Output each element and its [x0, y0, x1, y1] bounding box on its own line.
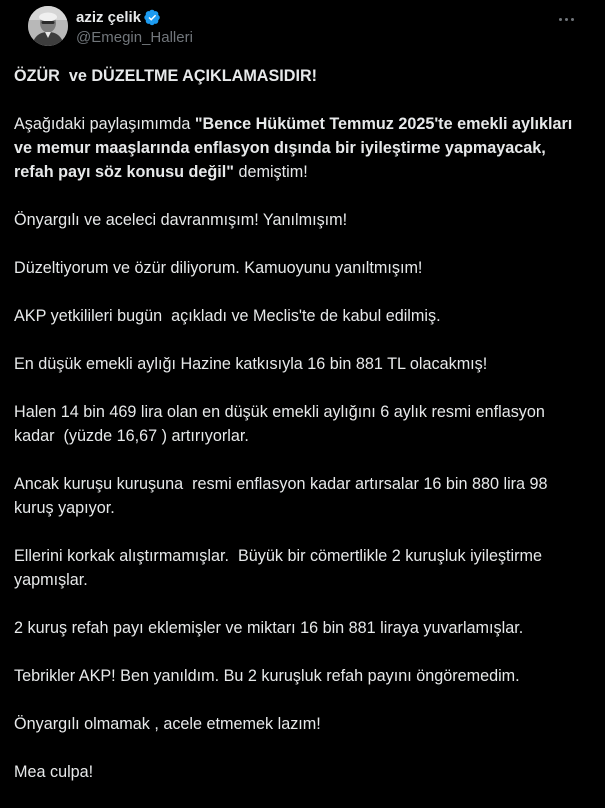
tweet-paragraph-12: Mea culpa! — [14, 763, 94, 781]
more-dots-icon — [559, 18, 562, 21]
tweet-paragraph-6: Halen 14 bin 469 lira olan en düşük emekli aylığını 6 aylık resmi enflasyon kadar (yüzde 16,67 ) artırıyorlar. — [14, 403, 550, 445]
more-dot — [571, 18, 574, 21]
tweet-paragraph-5: En düşük emekli aylığı Hazine katkısıyla 16 bin 881 TL olacakmış! — [14, 355, 488, 373]
verified-badge-icon[interactable] — [144, 9, 161, 26]
tweet-paragraph-2: Önyargılı ve aceleci davranmışım! Yanılmışım! — [14, 211, 348, 229]
p1-outro: demiştim! — [233, 163, 308, 181]
author-names — [76, 8, 193, 46]
author-handle[interactable]: @Emegin_Halleri — [76, 29, 193, 46]
tweet-paragraph-8: Ellerini korkak alıştırmamışlar. Büyük bir cömertlikle 2 kuruşluk iyileştirme yapmışlar. — [14, 547, 547, 589]
avatar-photo-icon — [28, 6, 68, 46]
more-dot — [565, 18, 568, 21]
tweet-paragraph-9: 2 kuruş refah payı eklemişler ve miktarı 16 bin 881 liraya yuvarlamışlar. — [14, 619, 524, 637]
p1-quote: "Bence Hükümet Temmuz 2025'te emekli aylıkları ve memur maaşlarında enflasyon dışında bir iyileştirme yapmayacak, refah payı söz konusu değil" — [14, 115, 577, 181]
p1-intro: Aşağıdaki paylaşımımda — [14, 115, 195, 133]
tweet-paragraph-3: Düzeltiyorum ve özür diliyorum. Kamuoyunu yanıltmışım! — [14, 259, 423, 277]
tweet-title: ÖZÜR ve DÜZELTME AÇIKLAMASIDIR! — [14, 67, 318, 85]
tweet-paragraph-7: Ancak kuruşu kuruşuna resmi enflasyon kadar artırsalar 16 bin 880 lira 98 kuruş yapıyor. — [14, 475, 553, 517]
tweet-header — [14, 0, 591, 58]
tweet-paragraph-1 — [14, 112, 589, 184]
tweet-paragraph-10: Tebrikler AKP! Ben yanıldım. Bu 2 kuruşluk refah payını öngöremedim. — [14, 667, 520, 685]
tweet-text — [14, 64, 589, 808]
avatar[interactable] — [28, 6, 68, 46]
author-display-name[interactable]: aziz çelik — [76, 9, 142, 26]
name-row — [76, 8, 193, 27]
tweet-paragraph-11: Önyargılı olmamak , acele etmemek lazım! — [14, 715, 321, 733]
tweet-paragraph-4: AKP yetkilileri bugün açıkladı ve Meclis'te de kabul edilmiş. — [14, 307, 441, 325]
more-options-button[interactable] — [553, 9, 579, 29]
